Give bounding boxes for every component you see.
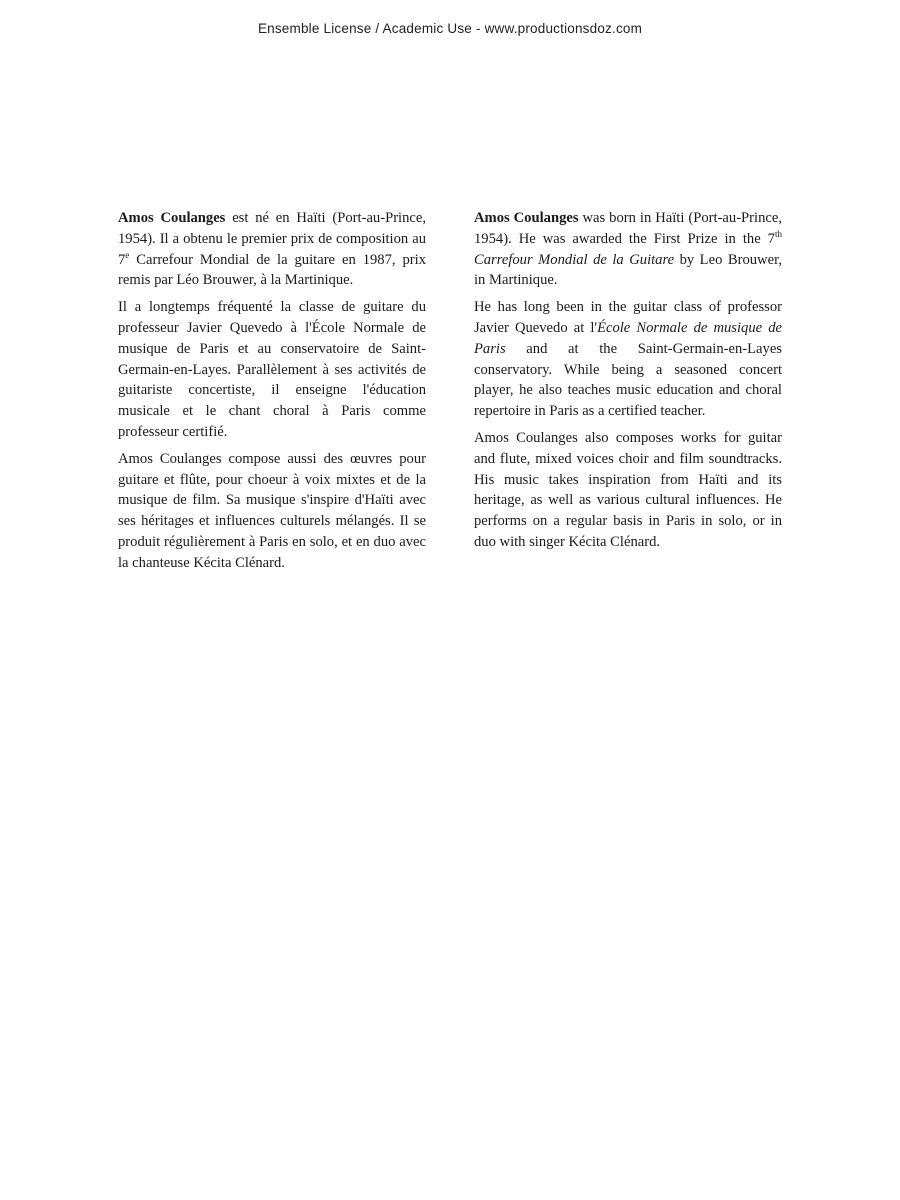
bio-fr-paragraph-2: Il a longtemps fréquenté la classe de guitare du professeur Javier Quevedo à l'École Normale de musique de Paris et au conservatoire de Saint-Germain-en-Layes. Parallèlement à ses activités de guitariste concertiste, il enseigne l'éducation musicale et le chant choral à Paris comme professeur certifié. [118,299,426,440]
bio-en-festival-title: Carrefour Mondial de la Guitare [474,251,675,268]
bio-en-school-title: École Normale de musique de Paris [474,319,782,357]
bio-en-composer-name: Amos Coulanges [474,210,579,226]
bio-en-paragraph-2 [474,297,782,422]
bio-fr-p1-text-a: est né en Haïti (Port-au-Prince, 1954). Il a obtenu le premier prix de composition au 7 [118,210,427,268]
bio-en-p2-text-b: and at the Saint-Germain-en-Layes conservatory. While being a seasoned concert player, he also teaches music education and choral repertoire in Paris as a certified teacher. [474,340,782,420]
biography-french-column [118,208,426,580]
bio-en-p1-text-a: was born in Haïti (Port-au-Prince, 1954). He was awarded the First Prize in the 7 [474,210,782,247]
bio-fr-paragraph-1 [118,208,426,291]
bio-fr-ordinal-suffix: e [125,249,130,260]
biography-english-column [474,208,782,559]
bio-fr-p1-text-b: Carrefour Mondial de la guitare en 1987, prix remis par Léo Brouwer, à la Martinique. [118,251,426,289]
bio-en-paragraph-3: Amos Coulanges also composes works for guitar and flute, mixed voices choir and film soundtracks. His music takes inspiration from Haïti and its heritage, as well as various cultural influences. He performs on a regular basis in Paris in solo, or in duo with singer Kécita Clénard. [474,429,782,550]
bio-en-paragraph-1 [474,208,782,291]
bio-fr-paragraph-3: Amos Coulanges compose aussi des œuvres pour guitare et flûte, pour choeur à voix mixtes et de la musique de film. Sa musique s'inspire d'Haïti avec ses héritages et influences culturels mélangés. Il se produit régulièrement à Paris en solo, et en duo avec la chanteuse Kécita Clénard. [118,450,426,571]
bio-en-p2-text-a: He has long been in the guitar class of professor Javier Quevedo at l' [474,299,782,336]
bio-fr-composer-name: Amos Coulanges [118,210,226,226]
bio-en-ordinal-suffix: th [774,228,782,239]
license-header: Ensemble License / Academic Use - www.productionsdoz.com [257,21,643,36]
bio-en-p1-text-b: by Leo Brouwer, in Martinique. [474,251,783,289]
